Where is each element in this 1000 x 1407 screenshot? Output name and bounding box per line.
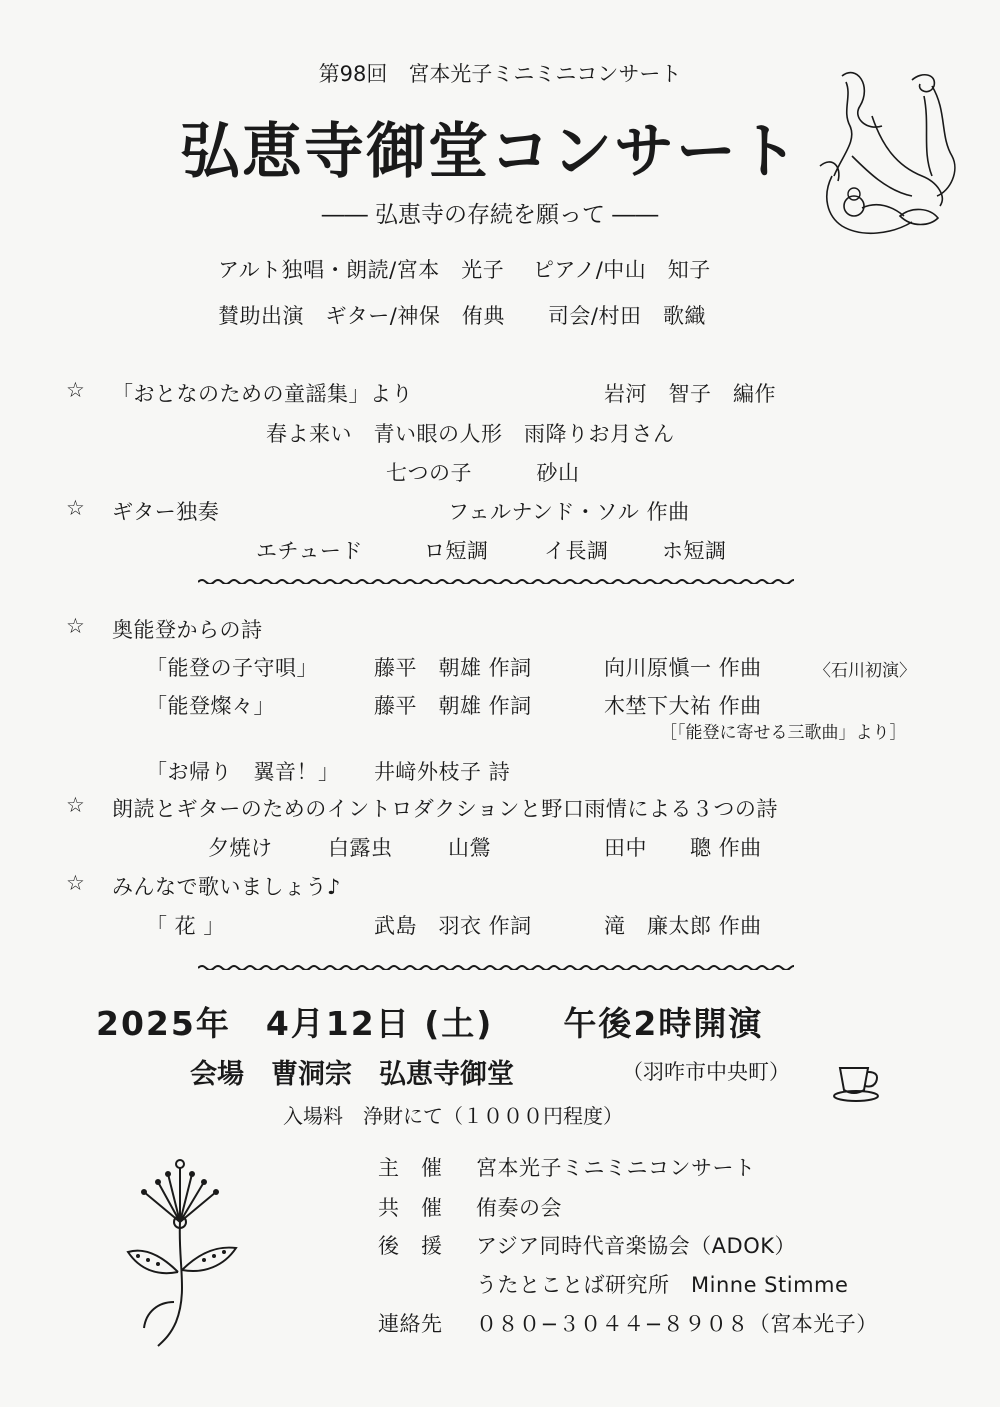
program-item-title: 奥能登からの詩 [112, 618, 263, 642]
performers-line-2: 賛助出演 ギター/神保 侑典 司会/村田 歌織 [218, 304, 706, 328]
program-item-title: みんなで歌いましょう♪ [112, 875, 341, 899]
guitar-piece: ホ短調 [662, 539, 727, 563]
star-bullet-icon: ☆ [66, 871, 86, 895]
organizer-label: 主 催 [378, 1156, 443, 1180]
page-subtitle: ―― 弘恵寺の存続を願って ―― [321, 202, 659, 228]
decorative-divider [198, 578, 794, 584]
organizer-label: 共 催 [378, 1196, 443, 1220]
guitar-piece: ロ短調 [424, 539, 489, 563]
song-lyricist: 藤平 朝雄 作詞 [374, 656, 532, 680]
program-songs-line: 七つの子 砂山 [386, 461, 580, 485]
guitar-piece: イ長調 [544, 539, 609, 563]
program-item-credit: フェルナンド・ソル 作曲 [448, 500, 690, 524]
program-item-credit: 田中 聰 作曲 [604, 836, 762, 860]
star-bullet-icon: ☆ [66, 496, 86, 520]
song-note: ［「能登に寄せる三歌曲」より］ [660, 723, 907, 743]
program-songs-line: 春よ来い 青い眼の人形 雨降りお月さん [266, 422, 675, 446]
song-lyricist: 武島 羽衣 作詞 [374, 914, 532, 938]
song-poet: 井﨑外枝子 詩 [374, 760, 511, 784]
poem-piece: 白露虫 [328, 836, 393, 860]
program-item-title: 朗読とギターのためのイントロダクションと野口雨情による３つの詩 [112, 797, 778, 821]
song-title: 「 花 」 [146, 914, 225, 938]
program-item-credit: 岩河 智子 編作 [604, 382, 776, 406]
star-bullet-icon: ☆ [66, 378, 86, 402]
event-date: 2025年 4月12日 (土) 午後2時開演 [96, 1004, 764, 1043]
star-bullet-icon: ☆ [66, 614, 86, 638]
song-title: 「お帰り 翼音！」 [146, 760, 340, 784]
song-note: 〈石川初演〉 [814, 661, 916, 681]
flower-illustration-icon [118, 1152, 248, 1352]
venue-location: （羽咋市中央町） [622, 1060, 790, 1084]
organizer-label: 後 援 [378, 1234, 443, 1258]
angel-illustration-icon [812, 56, 962, 242]
organizer-value: 宮本光子ミニミニコンサート [476, 1156, 756, 1180]
guitar-piece: エチュード [256, 539, 363, 563]
organizer-value: アジア同時代音楽協会（ADOK） [476, 1234, 796, 1258]
song-composer: 木埜下大祐 作曲 [604, 694, 762, 718]
organizer-value: ０８０−３０４４−８９０８（宮本光子） [476, 1312, 878, 1336]
poem-piece: 山鶯 [448, 836, 491, 860]
admission-fee: 入場料 浄財にて（１０００円程度） [283, 1104, 623, 1128]
coffee-cup-icon [830, 1060, 886, 1104]
decorative-divider [198, 964, 794, 970]
concert-series-label: 第98回 宮本光子ミニミニコンサート [318, 62, 682, 86]
song-composer: 向川原愼一 作曲 [604, 656, 762, 680]
song-composer: 滝 廉太郎 作曲 [604, 914, 762, 938]
song-title: 「能登燦々」 [146, 694, 275, 718]
organizer-value: うたとことば研究所 Minne Stimme [476, 1273, 849, 1297]
page-title: 弘恵寺御堂コンサート [180, 117, 800, 187]
performers-line-1: アルト独唱・朗読/宮本 光子 ピアノ/中山 知子 [218, 258, 711, 282]
song-lyricist: 藤平 朝雄 作詞 [374, 694, 532, 718]
event-venue: 会場 曹洞宗 弘恵寺御堂 [190, 1059, 514, 1090]
star-bullet-icon: ☆ [66, 793, 86, 817]
program-item-title: 「おとなのための童謡集」より [112, 382, 413, 406]
organizer-label: 連絡先 [378, 1312, 443, 1336]
program-item-title: ギター独奏 [112, 500, 220, 524]
song-title: 「能登の子守唄」 [146, 656, 318, 680]
poem-piece: 夕焼け [208, 836, 273, 860]
organizer-value: 侑奏の会 [476, 1196, 562, 1220]
